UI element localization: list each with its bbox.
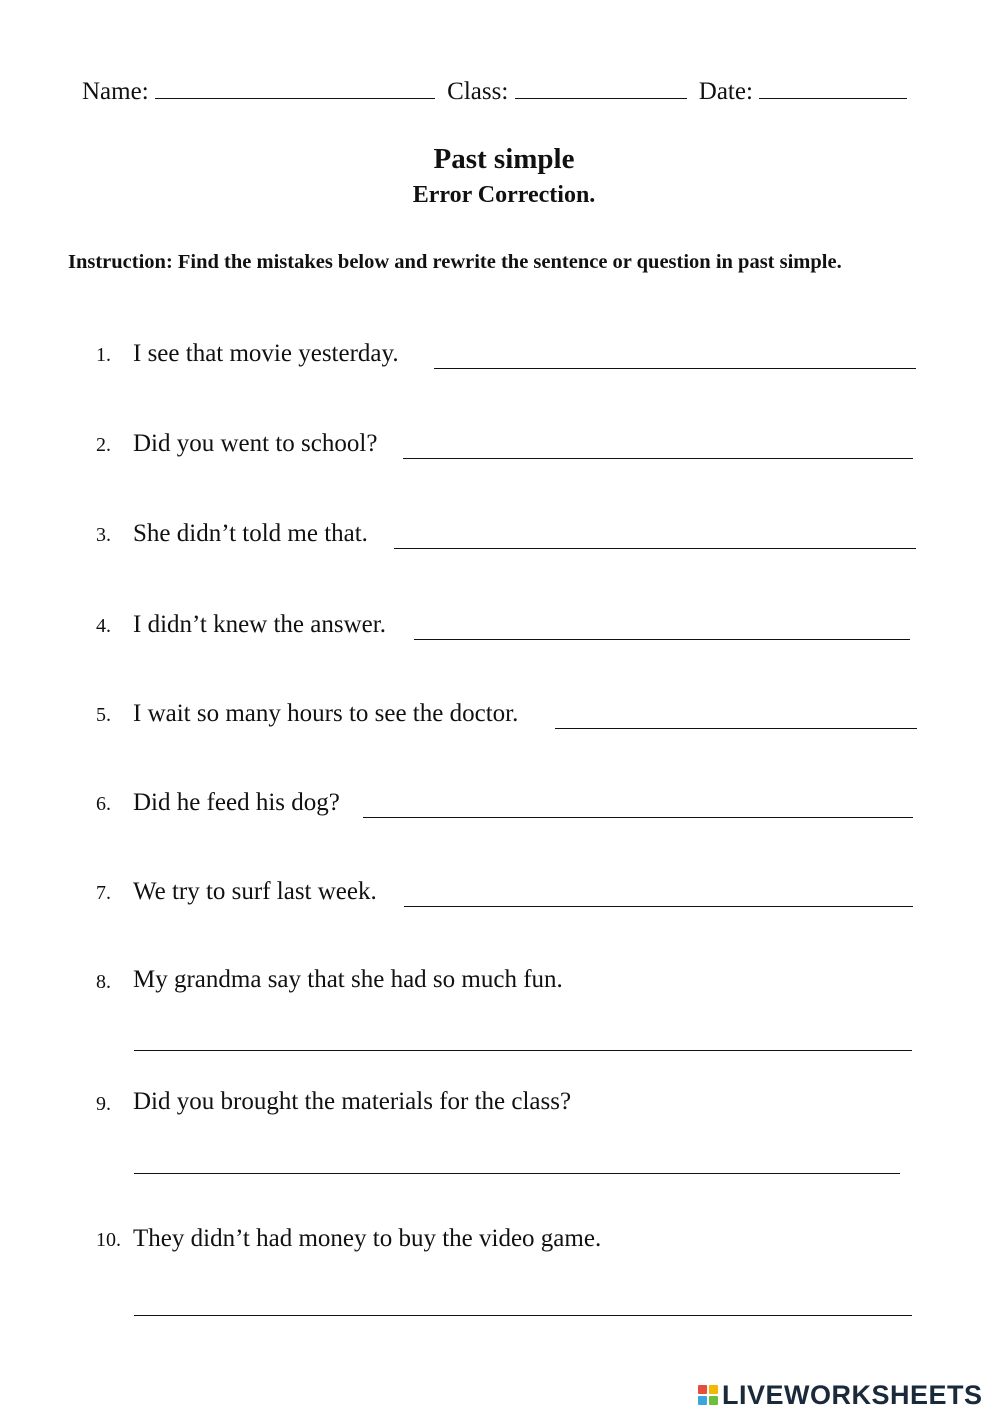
logo-grid-icon	[698, 1385, 718, 1405]
date-field[interactable]	[759, 76, 907, 99]
answer-line[interactable]	[134, 1315, 912, 1316]
item-sentence: Did you went to school?	[133, 430, 378, 457]
item-sentence: They didn’t had money to buy the video game.	[133, 1225, 602, 1252]
class-field[interactable]	[515, 76, 687, 99]
answer-line[interactable]	[403, 458, 913, 459]
item-sentence: We try to surf last week.	[133, 878, 377, 905]
student-info-header	[82, 76, 907, 106]
class-label: Class:	[447, 78, 509, 105]
liveworksheets-logo	[698, 1380, 983, 1410]
item-number: 4.	[96, 615, 111, 637]
item-number: 7.	[96, 882, 111, 904]
answer-line[interactable]	[394, 548, 916, 549]
item-sentence: I see that movie yesterday.	[133, 340, 399, 367]
logo-square-icon	[709, 1385, 718, 1394]
answer-line[interactable]	[555, 728, 917, 729]
logo-square-icon	[698, 1385, 707, 1394]
item-sentence: I didn’t knew the answer.	[133, 611, 386, 638]
answer-line[interactable]	[363, 817, 913, 818]
instruction-text: Instruction: Find the mistakes below and rewrite the sentence or question in past simple.	[68, 251, 842, 273]
item-number: 3.	[96, 524, 111, 546]
item-number: 9.	[96, 1093, 111, 1115]
item-number: 5.	[96, 704, 111, 726]
item-sentence: Did he feed his dog?	[133, 789, 340, 816]
item-number: 2.	[96, 434, 111, 456]
item-sentence: Did you brought the materials for the class?	[133, 1088, 572, 1115]
page-title: Past simple	[433, 143, 575, 175]
item-sentence: I wait so many hours to see the doctor.	[133, 700, 519, 727]
item-number: 8.	[96, 971, 111, 993]
date-label: Date:	[698, 78, 753, 105]
answer-line[interactable]	[404, 906, 913, 907]
name-label: Name:	[82, 78, 149, 105]
logo-square-icon	[698, 1396, 707, 1405]
logo-square-icon	[709, 1396, 718, 1405]
answer-line[interactable]	[134, 1173, 900, 1174]
item-sentence: My grandma say that she had so much fun.	[133, 966, 563, 993]
logo-text: LIVEWORKSHEETS	[722, 1379, 983, 1410]
answer-line[interactable]	[414, 639, 910, 640]
item-sentence: She didn’t told me that.	[133, 520, 368, 547]
item-number: 10.	[96, 1229, 121, 1251]
item-number: 6.	[96, 793, 111, 815]
page-subtitle: Error Correction.	[412, 182, 596, 208]
answer-line[interactable]	[434, 368, 916, 369]
name-field[interactable]	[155, 76, 435, 99]
answer-line[interactable]	[134, 1050, 912, 1051]
item-number: 1.	[96, 344, 111, 366]
